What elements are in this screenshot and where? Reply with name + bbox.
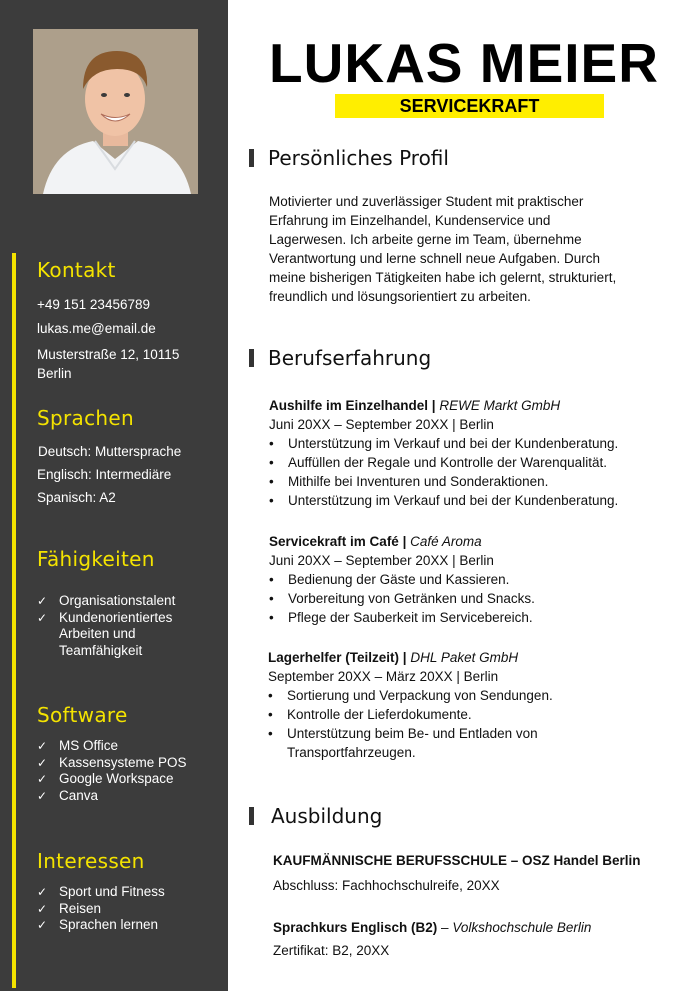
checkmark-icon: ✓ — [37, 755, 48, 770]
profile-photo — [33, 29, 198, 194]
job-entry — [269, 396, 689, 510]
job-title: Lagerhelfer (Teilzeit) | DHL Paket GmbH — [268, 650, 519, 665]
person-name: LUKAS MEIER — [269, 32, 659, 94]
list-item: • Unterstützung im Verkauf und bei der Kundenberatung. — [269, 436, 619, 451]
accent-line — [12, 253, 16, 988]
contact-heading: Kontakt — [37, 258, 116, 282]
role-banner — [335, 94, 604, 118]
education-detail: Abschluss: Fachhochschulreife, 20XX — [273, 878, 500, 893]
interest-item: ✓ Sprachen lernen — [37, 917, 159, 932]
contact-address-line2: Berlin — [37, 366, 72, 381]
job-tasks — [268, 686, 688, 762]
interest-item: ✓ Reisen — [37, 900, 102, 916]
checkmark-icon: ✓ — [37, 772, 48, 786]
contact-address-line1: Musterstraße 12, 10115 — [37, 347, 180, 362]
profile-text: Motivierter und zuverlässiger Student mit praktischer Erfahrung im Einzelhandel, Kundenservice und Lagerwesen. Ich arbeite gerne im Team, übernehme Verantwortung und lerne schnell neue Aufgaben. Durch meine bisherigen Tätigkeiten habe ich gelernt, strukturiert, freundlich und lösungsorientiert zu arbeiten. — [269, 194, 617, 304]
software-item: ✓ Canva — [37, 787, 99, 803]
skills-heading: Fähigkeiten — [37, 547, 155, 571]
job-dates: September 20XX – März 20XX | Berlin — [268, 669, 499, 684]
role-title: SERVICEKRAFT — [399, 96, 540, 116]
interests-list — [37, 884, 165, 934]
job-tasks — [269, 570, 689, 627]
education-course: Sprachkurs Englisch (B2) – Volkshochschule Berlin — [273, 920, 592, 935]
job-title: Servicekraft im Café | Café Aroma — [269, 534, 482, 549]
education-school: KAUFMÄNNISCHE BERUFSSCHULE – OSZ Handel Berlin — [273, 853, 641, 868]
skill-item: ✓ Kundenorientiertes Arbeiten und Teamfähigkeit — [37, 609, 173, 658]
section-marker — [249, 349, 254, 367]
skills-list — [37, 593, 175, 659]
job-title: Aushilfe im Einzelhandel | REWE Markt GmbH — [269, 398, 561, 413]
section-title-education: Ausbildung — [249, 804, 382, 828]
skill-item: ✓ Organisationstalent — [37, 593, 176, 608]
job-dates: Juni 20XX – September 20XX | Berlin — [269, 553, 494, 568]
languages-heading: Sprachen — [37, 406, 134, 430]
section-marker — [249, 807, 254, 825]
checkmark-icon: ✓ — [37, 788, 48, 803]
software-item: ✓ MS Office — [37, 738, 119, 753]
software-item: ✓ Google Workspace — [37, 771, 174, 786]
sidebar — [0, 0, 228, 991]
checkmark-icon: ✓ — [37, 610, 48, 625]
checkmark-icon: ✓ — [37, 739, 48, 753]
list-item: • Pflege der Sauberkeit im Servicebereich. — [269, 610, 533, 625]
interest-item: ✓ Sport und Fitness — [37, 884, 165, 899]
job-entry — [268, 648, 688, 762]
checkmark-icon: ✓ — [37, 594, 48, 608]
language-item: Spanisch: A2 — [37, 490, 116, 505]
interests-heading: Interessen — [37, 849, 145, 873]
software-heading: Software — [37, 703, 128, 727]
contact-phone: +49 151 23456789 — [37, 297, 150, 312]
checkmark-icon: ✓ — [37, 901, 48, 916]
list-item: • Auffüllen der Regale und Kontrolle der Warenqualität. — [269, 455, 607, 470]
education-detail: Zertifikat: B2, 20XX — [273, 943, 390, 958]
software-list — [37, 738, 187, 804]
job-tasks — [269, 434, 689, 510]
language-item: Englisch: Intermediäre — [37, 467, 172, 482]
language-item: Deutsch: Muttersprache — [38, 444, 182, 459]
list-item: • Vorbereitung von Getränken und Snacks. — [269, 591, 535, 606]
list-item: • Kontrolle der Lieferdokumente. — [268, 707, 472, 722]
section-title-profile: Persönliches Profil — [249, 146, 449, 170]
job-entry — [269, 532, 689, 627]
checkmark-icon: ✓ — [37, 885, 48, 899]
job-dates: Juni 20XX – September 20XX | Berlin — [269, 417, 494, 432]
software-item: ✓ Kassensysteme POS — [37, 754, 187, 770]
list-item: • Sortierung und Verpackung von Sendungen. — [268, 688, 553, 703]
list-item: • Unterstützung im Verkauf und bei der Kundenberatung. — [269, 493, 619, 508]
list-item: • Mithilfe bei Inventuren und Sonderaktionen. — [269, 474, 549, 489]
list-item: • Unterstützung beim Be- und Entladen von Transportfahrzeugen. — [268, 726, 538, 760]
list-item: • Bedienung der Gäste und Kassieren. — [269, 572, 510, 587]
contact-email: lukas.me@email.de — [37, 321, 156, 336]
section-marker — [249, 149, 254, 167]
section-title-experience: Berufserfahrung — [249, 346, 431, 370]
checkmark-icon: ✓ — [37, 918, 48, 932]
